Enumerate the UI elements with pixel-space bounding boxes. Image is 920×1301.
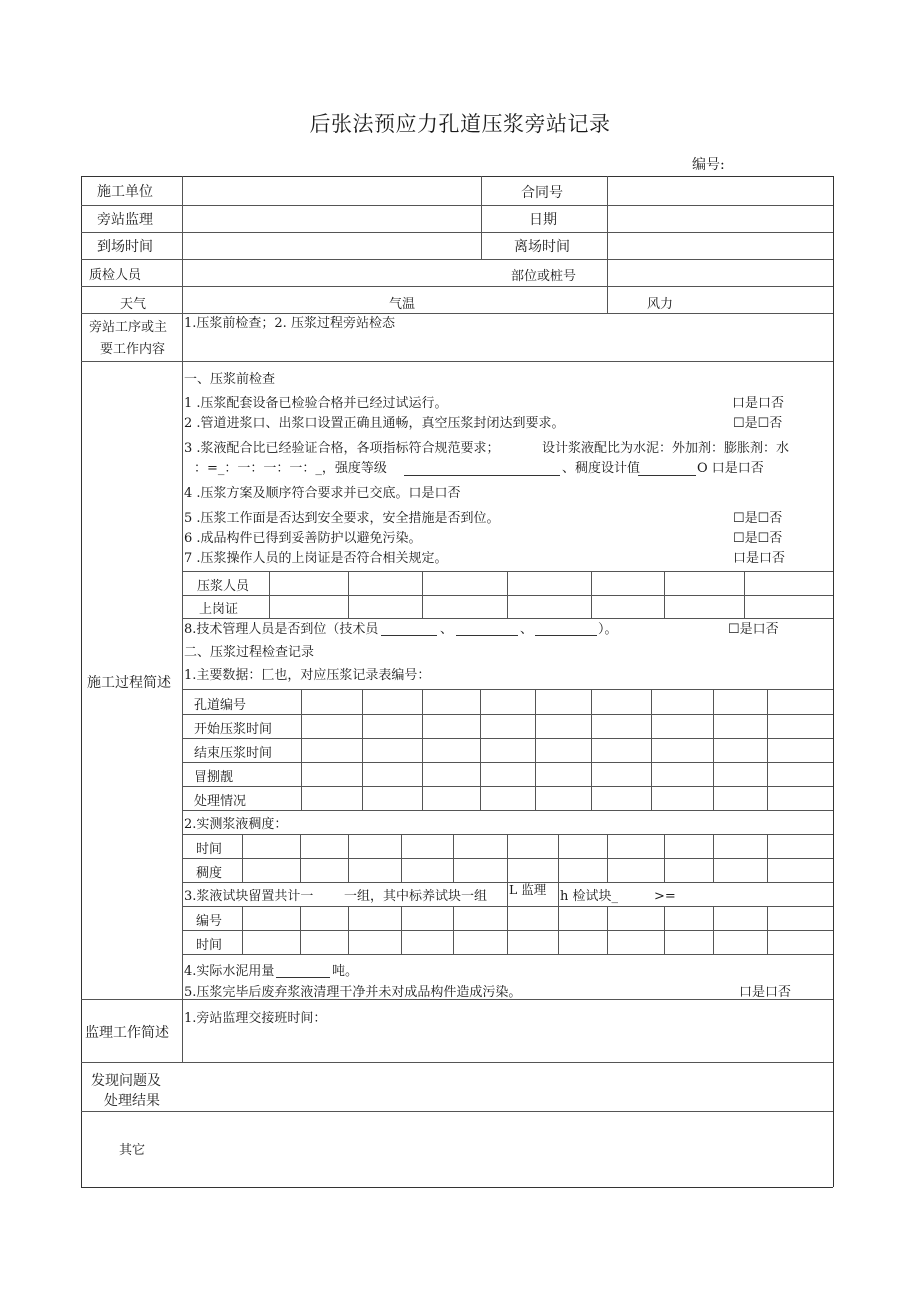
label-date: 日期 bbox=[529, 212, 557, 228]
label-work-content-1: 旁站工序或主 bbox=[89, 320, 168, 335]
technician-field-1[interactable] bbox=[381, 623, 437, 636]
cleanup-yesno[interactable]: 口是口否 bbox=[739, 985, 792, 1000]
check-item-6-yesno[interactable]: ☐是☐否 bbox=[733, 531, 783, 546]
check-item-3-ratio: 设计浆液配比为水泥：外加剂：膨胀剂：水 bbox=[542, 441, 790, 456]
label-construction-unit: 施工单位 bbox=[97, 184, 153, 200]
location-field[interactable] bbox=[608, 260, 832, 286]
cement-amount-field[interactable] bbox=[276, 965, 330, 978]
check-item-7-yesno[interactable]: 口是口否 bbox=[733, 551, 786, 566]
other-content-field[interactable] bbox=[160, 1112, 832, 1186]
row-label-start-time: 开始压浆时间 bbox=[194, 722, 273, 737]
departure-time-field[interactable] bbox=[608, 233, 832, 259]
check-item-6: 6 .成品构件已得到妥善防护以避免污染。 bbox=[184, 531, 422, 546]
label-qc-staff: 质检人员 bbox=[89, 268, 142, 283]
separator: 、 bbox=[520, 622, 534, 637]
issues-content-field[interactable] bbox=[183, 1063, 832, 1110]
cleanup-item: 5.压浆完毕后废弃浆液清理干净并未对成品构件造成污染。 bbox=[184, 985, 522, 1000]
check-item-4[interactable]: 4 .压浆方案及顺序符合要求并已交底。口是口否 bbox=[184, 486, 461, 501]
technician-field-2[interactable] bbox=[456, 623, 518, 636]
label-supervisor: 旁站监理 bbox=[97, 212, 153, 228]
row-label-fluidity: 稠度 bbox=[196, 866, 223, 881]
row-label-time: 时间 bbox=[196, 842, 223, 857]
specimen-label-a: 3.浆液试块留置共计一 bbox=[184, 889, 314, 904]
row-label-specimen-time: 时间 bbox=[196, 938, 223, 953]
row-label-duct-no: 孔道编号 bbox=[194, 698, 247, 713]
label-arrival-time: 到场时间 bbox=[97, 239, 153, 255]
fluidity-label: 2.实测浆液稠度： bbox=[184, 817, 288, 832]
check-item-3: 3 .浆液配合比已经验证合格，各项指标符合规范要求； bbox=[184, 441, 500, 456]
specimen-label-d: h 检试块_ bbox=[560, 889, 619, 904]
page-title: 后张法预应力孔道压浆旁站记录 bbox=[309, 112, 611, 136]
contract-no-field[interactable] bbox=[608, 177, 832, 204]
pre-check-title: 一、压浆前检查 bbox=[184, 372, 276, 387]
cement-unit: 吨。 bbox=[332, 964, 359, 979]
check-item-8-yesno[interactable]: ☐是口否 bbox=[728, 622, 779, 637]
label-issues-1: 发现问题及 bbox=[91, 1073, 161, 1089]
main-data-label: 1.主要数据：匚也，对应压浆记录表编号： bbox=[184, 668, 431, 683]
cement-label: 4.实际水泥用量 bbox=[184, 964, 275, 979]
row-label-end-time: 结束压浆时间 bbox=[194, 746, 273, 761]
label-location: 部位或桩号 bbox=[511, 269, 577, 284]
separator: 、 bbox=[440, 622, 454, 637]
process-check-title: 二、压浆过程检查记录 bbox=[184, 645, 315, 660]
qc-staff-field[interactable] bbox=[183, 260, 483, 286]
check-item-7: 7 .压浆操作人员的上岗证是否符合相关规定。 bbox=[184, 551, 448, 566]
strength-grade-field[interactable] bbox=[404, 462, 560, 476]
consistency-design-field[interactable] bbox=[638, 462, 696, 476]
item-8-end: ）。 bbox=[598, 622, 618, 637]
row-label-specimen-no: 编号 bbox=[196, 914, 223, 929]
label-other: 其它 bbox=[119, 1143, 146, 1158]
personnel-row-label: 压浆人员 bbox=[197, 579, 250, 594]
label-wind: 风力 bbox=[647, 297, 674, 312]
label-departure-time: 离场时间 bbox=[514, 239, 570, 255]
supervision-content-field[interactable] bbox=[183, 1030, 832, 1061]
date-field[interactable] bbox=[608, 206, 832, 232]
specimen-label-c: L 监理 bbox=[509, 882, 547, 897]
supervisor-field[interactable] bbox=[183, 206, 480, 232]
handover-time-label: 1.旁站监理交接班时间： bbox=[184, 1011, 327, 1026]
specimen-label-e: >= bbox=[654, 889, 676, 904]
label-work-content-2: 要工作内容 bbox=[100, 342, 166, 357]
work-content-value: 1.压浆前检查；2. 压浆过程旁站检态 bbox=[184, 316, 395, 331]
technician-field-3[interactable] bbox=[535, 623, 597, 636]
check-item-2-yesno[interactable]: ☐是☐否 bbox=[733, 416, 783, 431]
serial-number-label: 编号: bbox=[692, 157, 725, 173]
certificate-row-label: 上岗证 bbox=[199, 602, 239, 617]
check-item-5-yesno[interactable]: ☐是☐否 bbox=[733, 511, 783, 526]
label-supervision-summary: 监理工作简述 bbox=[85, 1025, 169, 1041]
label-weather: 天气 bbox=[120, 297, 147, 312]
label-contract-no: 合同号 bbox=[521, 185, 563, 201]
check-item-3-ratio-values: ：=_：一：一：一：_，强度等级 bbox=[194, 461, 387, 476]
check-item-2: 2 .管道进浆口、出浆口设置正确且通畅，真空压浆封闭达到要求。 bbox=[184, 416, 565, 431]
construction-unit-field[interactable] bbox=[183, 177, 480, 204]
check-item-1: 1 .压浆配套设备已检验合格并已经过试运行。 bbox=[184, 396, 448, 411]
check-item-1-yesno[interactable]: 口是口否 bbox=[732, 396, 785, 411]
specimen-label-b: 一组，其中标养试块一组 bbox=[344, 889, 488, 904]
row-label-handling: 处理情况 bbox=[194, 794, 247, 809]
check-item-3-yesno[interactable]: O 口是口否 bbox=[697, 461, 764, 476]
check-item-8: 8.技术管理人员是否到位（技术员 bbox=[184, 622, 379, 637]
label-process-summary: 施工过程简述 bbox=[87, 675, 171, 691]
arrival-time-field[interactable] bbox=[183, 233, 480, 259]
row-label-overflow: 冒捌靓 bbox=[194, 770, 234, 785]
check-item-3-consistency: 、稠度设计值 bbox=[562, 461, 641, 476]
label-temperature: 气温 bbox=[389, 297, 416, 312]
label-issues-2: 处理结果 bbox=[104, 1093, 160, 1109]
check-item-5: 5 .压浆工作面是否达到安全要求，安全措施是否到位。 bbox=[184, 511, 500, 526]
